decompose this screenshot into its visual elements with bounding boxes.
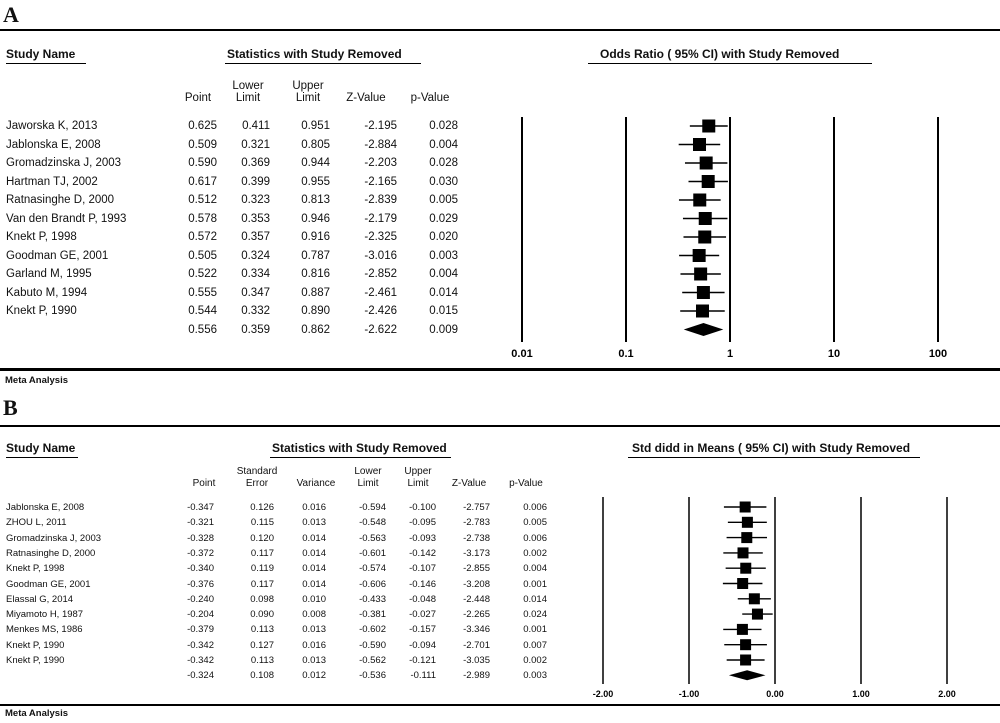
panel-a-study-name: Knekt P, 1998 [6,231,77,243]
panel-b-label: B [3,395,18,420]
panel-b-cell-var: 0.014 [302,563,326,575]
panel-b-cell-se: 0.119 [250,563,274,575]
panel-a-col-point: Point [184,92,212,104]
axis-tick-label: 10 [827,348,841,360]
panel-b-cell-se: 0.113 [250,624,274,636]
panel-a-study-name: Knekt P, 1990 [6,305,77,317]
panel-a-cell-z: -2.839 [364,194,397,206]
panel-b-cell-z: -2.855 [463,563,490,575]
panel-b-stats-header: Statistics with Study Removed [272,441,447,455]
panel-a-cell-point: 0.505 [188,249,217,262]
panel-a-cell-lower: 0.334 [241,268,270,280]
panel-a-study-name: Jablonska E, 2008 [6,138,101,151]
panel-a-cell-upper: 0.862 [301,323,330,336]
panel-b-cell-z: -3.208 [463,578,490,590]
panel-b-cell-upper: -0.111 [410,670,436,682]
panel-a-cell-point: 0.625 [188,120,217,132]
panel-b-col-upper: Upper Limit [404,466,432,489]
point-estimate-marker [737,624,748,635]
panel-b-cell-se: 0.126 [250,502,274,513]
panel-b-cell-lower: -0.602 [359,624,386,636]
panel-a-plot-header: Odds Ratio ( 95% CI) with Study Removed [600,47,840,61]
point-estimate-marker [752,609,763,620]
panel-b-cell-z: -3.173 [463,547,490,559]
panel-b-study-name: Jablonska E, 2008 [6,502,85,513]
panel-b-cell-p: 0.004 [523,563,547,575]
panel-a-cell-upper: 0.805 [301,138,330,151]
panel-b-cell-p: 0.006 [523,502,547,513]
panel-b-cell-var: 0.010 [302,593,326,605]
panel-a-cell-upper: 0.951 [301,120,330,132]
panel-a-cell-lower: 0.359 [241,323,270,336]
panel-a-cell-lower: 0.353 [241,212,270,225]
panel-b-col-variance: Variance [296,478,336,489]
panel-b-cell-upper: -0.027 [409,609,436,621]
panel-b-cell-se: 0.120 [250,532,274,544]
panel-a-study-name: Van den Brandt P, 1993 [6,212,127,225]
panel-b-cell-lower: -0.536 [359,670,386,682]
axis-tick-label: -2.00 [592,689,614,699]
panel-b-cell-p: 0.001 [523,578,547,590]
panel-a-cell-point: 0.509 [188,138,217,151]
panel-b-cell-point: -0.372 [187,547,214,559]
panel-b-cell-p: 0.001 [523,624,547,636]
panel-a-cell-upper: 0.946 [301,212,330,225]
panel-a-cell-p: 0.004 [429,268,458,280]
point-estimate-marker [742,517,753,528]
panel-b-cell-lower: -0.606 [359,578,386,590]
panel-a-cell-point: 0.572 [188,231,217,243]
panel-a-col-upper: Upper Limit [292,80,324,104]
panel-b-study-name: Knekt P, 1998 [6,563,65,575]
panel-b-study-name: Gromadzinska J, 2003 [6,532,102,544]
panel-a-cell-lower: 0.411 [242,120,270,132]
panel-b-study-header: Study Name [6,441,76,455]
panel-b-cell-var: 0.016 [302,639,326,651]
panel-b-cell-var: 0.013 [302,517,326,529]
panel-b-cell-point: -0.347 [187,502,214,513]
panel-a-cell-lower: 0.369 [241,157,270,169]
panel-b-col-lower: Lower Limit [354,466,382,489]
panel-a-cell-upper: 0.890 [301,305,330,317]
panel-a-study-header: Study Name [6,47,76,61]
panel-a-study-name: Jaworska K, 2013 [6,120,98,132]
panel-b-col-se: Standard Error [236,466,278,489]
panel-b-cell-p: 0.002 [523,547,547,559]
panel-b-cell-se: 0.098 [250,593,274,605]
panel-b-cell-upper: -0.094 [409,639,436,651]
panel-b-cell-z: -2.265 [463,609,490,621]
panel-a-cell-p: 0.028 [429,157,458,169]
point-estimate-marker [741,532,752,543]
panel-b-cell-upper: -0.095 [409,517,436,529]
panel-a-stats-header: Statistics with Study Removed [227,47,402,61]
panel-b-cell-var: 0.016 [302,502,326,513]
panel-a-col-p: p-Value [410,92,450,104]
point-estimate-marker [740,563,751,574]
panel-a-cell-upper: 0.955 [301,175,330,188]
panel-b-cell-var: 0.012 [302,670,326,682]
panel-b-study-name: Ratnasinghe D, 2000 [6,547,96,559]
panel-b-cell-var: 0.008 [302,609,326,621]
panel-b-cell-upper: -0.146 [409,578,436,590]
panel-a-cell-z: -2.195 [364,120,397,132]
panel-a-study-name: Garland M, 1995 [6,268,92,280]
axis-tick-label: 2.00 [938,689,956,699]
panel-b-cell-p: 0.005 [523,517,547,529]
panel-a-cell-point: 0.590 [188,157,217,169]
panel-b-bottom-rule [0,704,1000,706]
panel-a-study-name: Gromadzinska J, 2003 [6,157,122,169]
axis-tick-label: 1.00 [852,689,870,699]
panel-b-cell-z: -3.035 [463,655,490,666]
panel-a-cell-point: 0.617 [188,175,217,188]
panel-a-label: A [3,2,19,27]
panel-b-cell-p: 0.014 [523,593,547,605]
panel-b-cell-z: -2.783 [463,517,490,529]
panel-a-col-z: Z-Value [346,92,386,104]
panel-b-cell-point: -0.340 [187,563,214,575]
panel-b-cell-z: -3.346 [463,624,490,636]
panel-b-study-name: Knekt P, 1990 [6,639,65,651]
panel-a-cell-upper: 0.944 [301,157,330,169]
panel-a-cell-lower: 0.332 [241,305,270,317]
panel-a-cell-p: 0.030 [429,175,458,188]
panel-b-cell-p: 0.007 [523,639,547,651]
axis-tick-label: -1.00 [678,689,700,699]
point-estimate-marker [738,547,749,558]
summary-diamond [729,670,766,680]
panel-b-cell-lower: -0.590 [359,639,386,651]
panel-b-cell-point: -0.379 [187,624,214,636]
panel-a-study-name: Kabuto M, 1994 [6,286,88,299]
panel-b-cell-upper: -0.142 [409,547,436,559]
panel-b-study-name: ZHOU L, 2011 [6,517,67,529]
panel-b-cell-lower: -0.381 [359,609,386,621]
panel-b-cell-var: 0.013 [302,655,326,666]
panel-b-cell-upper: -0.121 [409,655,436,666]
panel-b-cell-upper: -0.048 [409,593,436,605]
panel-a-cell-p: 0.028 [429,120,458,132]
panel-b-cell-upper: -0.157 [409,624,436,636]
panel-a-cell-z: -2.426 [364,305,397,317]
panel-b-plot-header: Std didd in Means ( 95% CI) with Study Removed [632,441,911,455]
panel-a-study-name: Hartman TJ, 2002 [6,175,98,188]
panel-a-footer: Meta Analysis [5,375,69,386]
panel-b-study-name: Menkes MS, 1986 [6,624,83,636]
point-estimate-marker [749,593,760,604]
panel-b-cell-lower: -0.601 [359,547,386,559]
panel-b-cell-z: -2.757 [463,502,490,513]
panel-b-cell-p: 0.006 [523,532,547,544]
panel-a-cell-z: -2.165 [364,175,397,188]
panel-a-cell-z: -2.852 [364,268,397,280]
panel-a-cell-p: 0.029 [429,212,458,225]
panel-b-cell-lower: -0.594 [359,502,386,513]
panel-b-col-p: p-Value [509,478,543,489]
panel-b-cell-var: 0.014 [302,547,326,559]
panel-b-cell-lower: -0.562 [359,655,386,666]
panel-a-cell-upper: 0.816 [301,268,330,280]
panel-b-cell-lower: -0.574 [359,563,386,575]
panel-b-cell-se: 0.115 [250,517,274,529]
panel-b-cell-se: 0.127 [250,639,274,651]
panel-a-cell-p: 0.020 [429,231,458,243]
panel-b-cell-se: 0.113 [250,655,274,666]
panel-b-cell-var: 0.014 [302,578,326,590]
panel-b-cell-se: 0.117 [250,578,274,590]
panel-b-cell-se: 0.117 [250,547,274,559]
panel-a-cell-z: -2.622 [364,323,397,336]
panel-b-cell-p: 0.003 [523,670,547,682]
panel-b-study-name: Miyamoto H, 1987 [6,609,84,621]
panel-a-cell-upper: 0.916 [301,231,330,243]
panel-a-cell-z: -2.203 [364,157,397,169]
panel-a-cell-point: 0.512 [188,194,217,206]
panel-a-cell-upper: 0.887 [301,286,330,299]
panel-b-cell-point: -0.376 [187,578,214,590]
panel-b-cell-z: -2.989 [463,670,490,682]
panel-b-cell-z: -2.738 [463,532,490,544]
axis-tick-label: 0.1 [618,348,634,360]
axis-tick-label: 0.01 [511,348,533,360]
panel-b-cell-point: -0.321 [187,517,214,529]
panel-b-cell-var: 0.013 [302,624,326,636]
panel-a-cell-point: 0.556 [188,323,217,336]
panel-b-cell-point: -0.204 [187,609,214,621]
point-estimate-marker [740,655,751,666]
panel-a-cell-p: 0.015 [429,305,458,317]
point-estimate-marker [740,502,751,513]
panel-a-cell-point: 0.522 [188,268,217,280]
panel-a-cell-lower: 0.399 [241,175,270,188]
panel-b-cell-point: -0.240 [187,593,214,605]
panel-b-cell-lower: -0.433 [359,593,386,605]
panel-b-cell-point: -0.328 [187,532,214,544]
panel-a-cell-point: 0.544 [188,305,217,317]
panel-b-cell-upper: -0.107 [409,563,436,575]
panel-a-cell-z: -2.179 [364,212,397,225]
panel-b-cell-point: -0.324 [187,670,214,682]
panel-b-cell-upper: -0.093 [409,532,436,544]
panel-a-cell-upper: 0.787 [301,249,330,262]
point-estimate-marker [737,578,748,589]
panel-b-footer: Meta Analysis [5,708,69,719]
panel-b-cell-lower: -0.563 [359,532,386,544]
panel-b-cell-point: -0.342 [187,655,214,666]
panel-b-study-name: Goodman GE, 2001 [6,578,91,590]
panel-b-cell-p: 0.002 [523,655,547,666]
panel-a-cell-p: 0.009 [429,323,458,336]
panel-a-cell-point: 0.555 [188,286,217,299]
panel-b-col-point: Point [192,478,216,489]
panel-a-cell-p: 0.005 [429,194,458,206]
panel-b-cell-z: -2.448 [463,593,490,605]
panel-a-cell-point: 0.578 [188,212,217,225]
panel-b-cell-var: 0.014 [302,532,326,544]
axis-tick-label: 1 [726,348,734,360]
panel-a-study-name: Goodman GE, 2001 [6,249,109,262]
point-estimate-marker [740,639,751,650]
panel-a-cell-z: -2.461 [364,286,397,299]
panel-b-cell-point: -0.342 [187,639,214,651]
panel-b-cell-upper: -0.100 [409,502,436,513]
panel-a-cell-p: 0.004 [429,138,458,151]
axis-tick-label: 0.00 [766,689,784,699]
panel-b-cell-z: -2.701 [463,639,490,651]
panel-a-cell-lower: 0.324 [241,249,270,262]
panel-b-study-name: Knekt P, 1990 [6,655,65,666]
panel-a-cell-z: -3.016 [364,249,397,262]
panel-b-study-name: Elassal G, 2014 [6,593,74,605]
panel-b-col-z: Z-Value [451,478,487,489]
panel-a-cell-p: 0.003 [429,249,458,262]
panel-a-cell-lower: 0.357 [241,231,270,243]
panel-b-cell-se: 0.090 [250,609,274,621]
panel-a-col-lower: Lower Limit [232,80,264,104]
panel-a-cell-z: -2.325 [364,231,397,243]
panel-b-cell-p: 0.024 [523,609,547,621]
panel-a-cell-upper: 0.813 [301,194,330,206]
panel-b-cell-se: 0.108 [250,670,274,682]
panel-a-cell-lower: 0.347 [241,286,270,299]
panel-a-cell-lower: 0.321 [241,138,270,151]
axis-tick-label: 100 [928,348,948,360]
panel-a-study-name: Ratnasinghe D, 2000 [6,194,115,206]
panel-a-cell-lower: 0.323 [241,194,270,206]
panel-a-cell-z: -2.884 [364,138,397,151]
panel-b-cell-lower: -0.548 [359,517,386,529]
panel-a-cell-p: 0.014 [429,286,458,299]
